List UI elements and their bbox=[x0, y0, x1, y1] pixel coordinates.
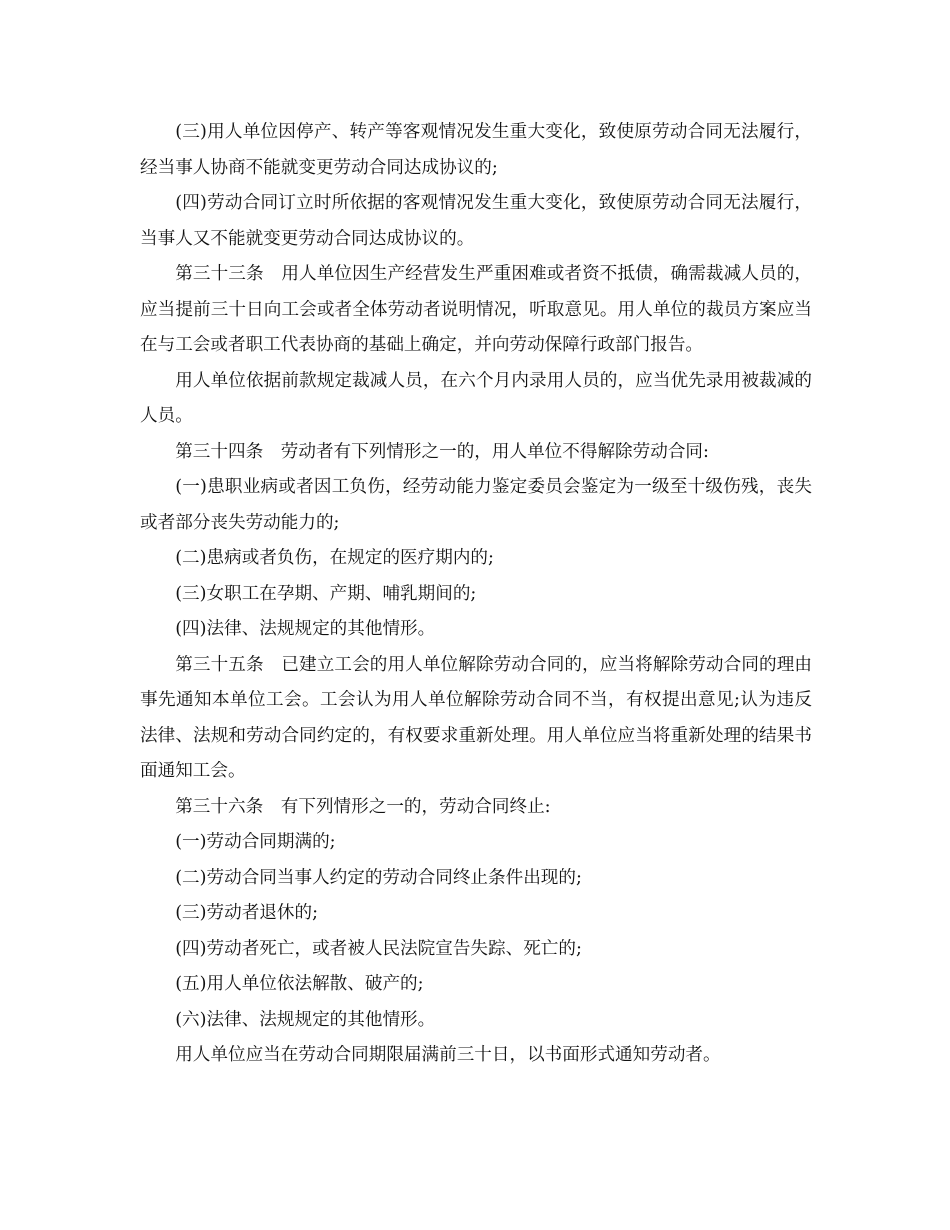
paragraph-clause-4: (四)劳动合同订立时所依据的客观情况发生重大变化，致使原劳动合同无法履行，当事人又不能就变更劳动合同达成协议的。 bbox=[140, 193, 812, 249]
paragraph-notice-requirement: 用人单位应当在劳动合同期限届满前三十日，以书面形式通知劳动者。 bbox=[175, 1045, 721, 1065]
paragraph-article-33: 第三十三条 用人单位因生产经营发生严重困难或者资不抵债，确需裁减人员的，应当提前三十日向工会或者全体劳动者说明情况，听取意见。用人单位的裁员方案应当在与工会或者职工代表协商的基础上确定，并向劳动保障行政部门报告。 bbox=[140, 264, 812, 355]
paragraph-article-34-item-1: (一)患职业病或者因工负伤，经劳动能力鉴定委员会鉴定为一级至十级伤残，丧失或者部分丧失劳动能力的; bbox=[140, 477, 812, 533]
paragraph-article-36-item-4: (四)劳动者死亡，或者被人民法院宣告失踪、死亡的; bbox=[175, 938, 582, 959]
paragraph-article-36-item-5: (五)用人单位依法解散、破产的; bbox=[175, 974, 424, 994]
document-body bbox=[140, 115, 812, 1074]
paragraph-article-36-item-3: (三)劳动者退休的; bbox=[175, 903, 319, 923]
paragraph-article-34-item-2: (二)患病或者负伤，在规定的医疗期内的; bbox=[175, 548, 494, 568]
paragraph-article-34-item-4: (四)法律、法规规定的其他情形。 bbox=[175, 619, 436, 639]
paragraph-article-35: 第三十五条 已建立工会的用人单位解除劳动合同的，应当将解除劳动合同的理由事先通知本单位工会。工会认为用人单位解除劳动合同不当，有权提出意见;认为违反法律、法规和劳动合同约定的，有权要求重新处理。用人单位应当将重新处理的结果书面通知工会。 bbox=[140, 654, 812, 781]
paragraph-article-36-item-6: (六)法律、法规规定的其他情形。 bbox=[175, 1009, 436, 1030]
paragraph-article-36-item-1: (一)劳动合同期满的; bbox=[175, 832, 336, 852]
paragraph-article-34-item-3: (三)女职工在孕期、产期、哺乳期间的; bbox=[175, 583, 477, 604]
paragraph-article-36-item-2: (二)劳动合同当事人约定的劳动合同终止条件出现的; bbox=[175, 867, 582, 888]
paragraph-article-33-supplement: 用人单位依据前款规定裁减人员，在六个月内录用人员的，应当优先录用被裁减的人员。 bbox=[140, 370, 812, 426]
paragraph-article-34: 第三十四条 劳动者有下列情形之一的，用人单位不得解除劳动合同: bbox=[175, 441, 709, 462]
paragraph-clause-3: (三)用人单位因停产、转产等客观情况发生重大变化，致使原劳动合同无法履行，经当事人协商不能就变更劳动合同达成协议的; bbox=[140, 122, 812, 178]
paragraph-article-36: 第三十六条 有下列情形之一的，劳动合同终止: bbox=[175, 796, 551, 817]
